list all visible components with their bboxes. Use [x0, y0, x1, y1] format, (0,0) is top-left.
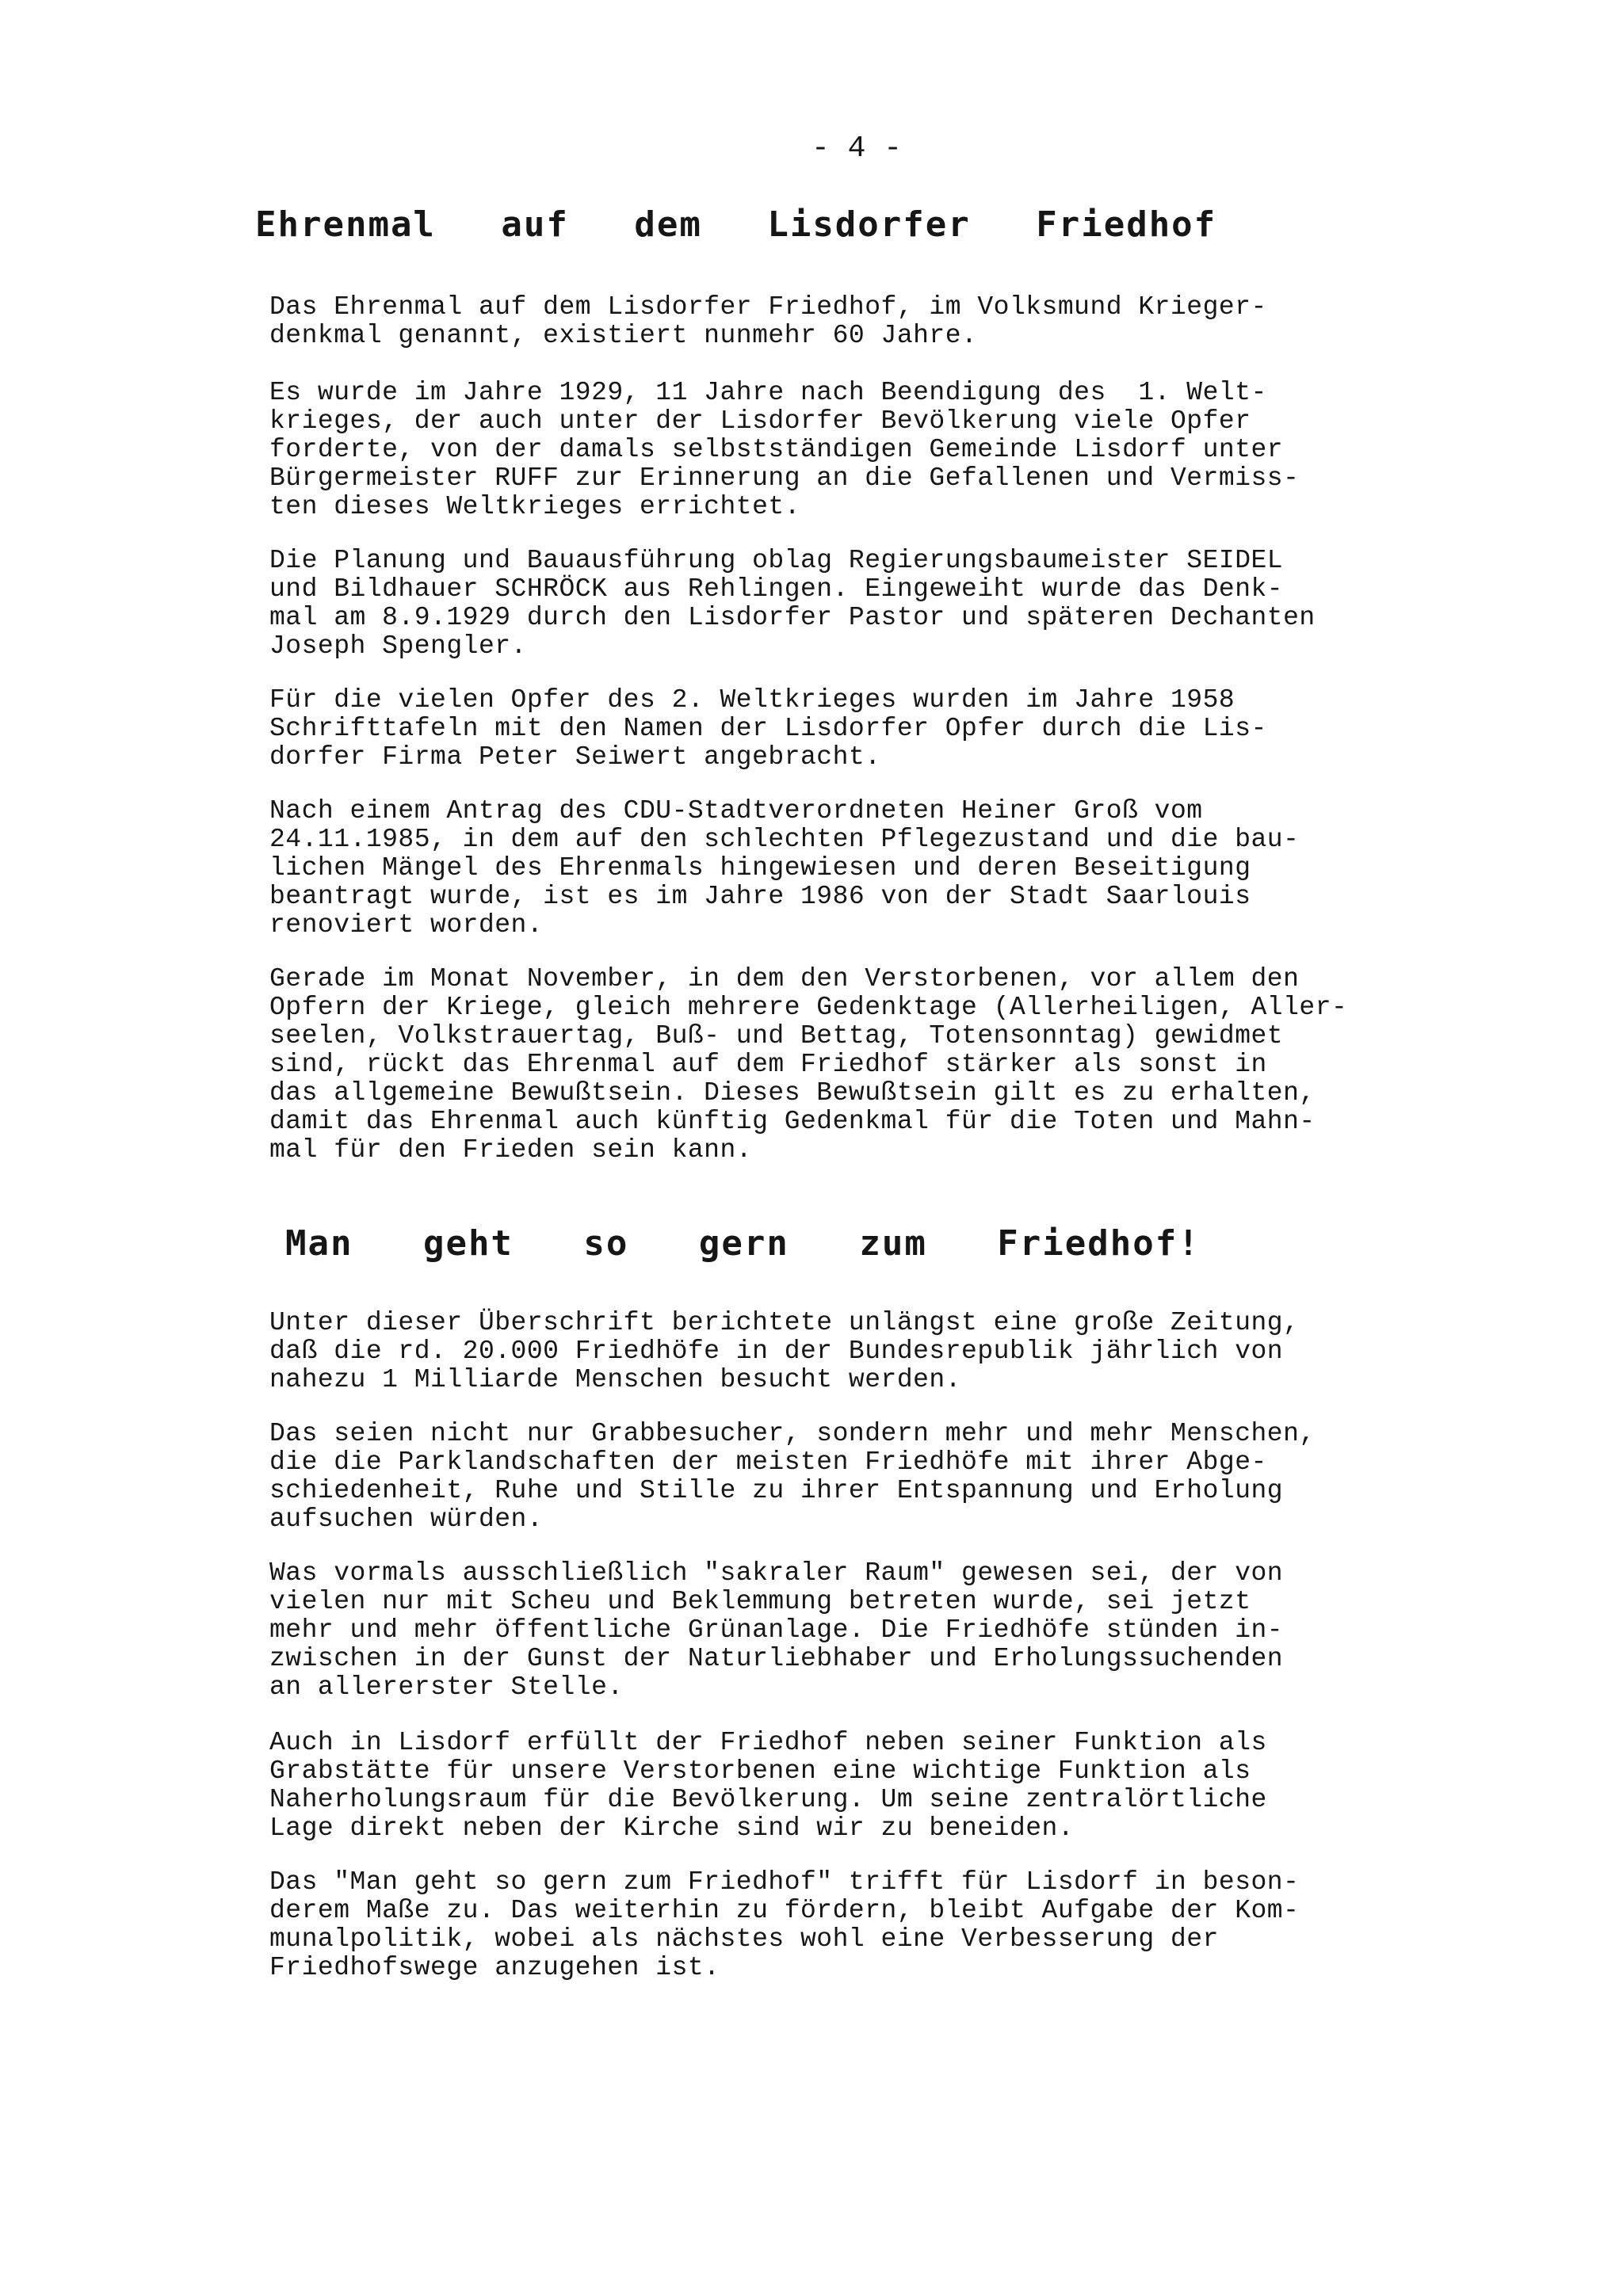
- text-line: krieges, der auch unter der Lisdorfer Bevölkerung viele Opfer: [269, 406, 1251, 436]
- text-line: Das "Man geht so gern zum Friedhof" trifft für Lisdorf in beson-: [269, 1867, 1300, 1897]
- text-line: 24.11.1985, in dem auf den schlechten Pflegezustand und die bau-: [269, 825, 1300, 854]
- text-line: Schrifttafeln mit den Namen der Lisdorfer Opfer durch die Lis-: [269, 714, 1267, 743]
- text-line: Das seien nicht nur Grabbesucher, sondern mehr und mehr Menschen,: [269, 1419, 1316, 1448]
- text-line: Was vormals ausschließlich "sakraler Raum" gewesen sei, der von: [269, 1558, 1284, 1588]
- text-line: mal am 8.9.1929 durch den Lisdorfer Pastor und späteren Dechanten: [269, 603, 1316, 632]
- text-line: nahezu 1 Milliarde Menschen besucht werden.: [269, 1365, 962, 1394]
- text-line: Opfern der Kriege, gleich mehrere Gedenktage (Allerheiligen, Aller-: [269, 993, 1348, 1022]
- text-line: beantragt wurde, ist es im Jahre 1986 von der Stadt Saarlouis: [269, 882, 1251, 911]
- text-line: an allererster Stelle.: [269, 1672, 624, 1702]
- text-line: vielen nur mit Scheu und Beklemmung betreten wurde, sei jetzt: [269, 1587, 1251, 1616]
- text-line: Grabstätte für unsere Verstorbenen eine wichtige Funktion als: [269, 1756, 1251, 1786]
- text-line: Joseph Spengler.: [269, 631, 527, 661]
- text-line: seelen, Volkstrauertag, Buß- und Bettag, Totensonntag) gewidmet: [269, 1021, 1284, 1051]
- text-line: das allgemeine Bewußtsein. Dieses Bewußtsein gilt es zu erhalten,: [269, 1078, 1316, 1108]
- text-line: Friedhofswege anzugehen ist.: [269, 1953, 720, 1982]
- text-line: damit das Ehrenmal auch künftig Gedenkmal für die Toten und Mahn-: [269, 1107, 1316, 1136]
- paragraph: [269, 1729, 1395, 1843]
- paragraph: [269, 1309, 1395, 1394]
- text-line: und Bildhauer SCHRÖCK aus Rehlingen. Eingeweiht wurde das Denk-: [269, 574, 1284, 604]
- text-line: mehr und mehr öffentliche Grünanlage. Die Friedhöfe stünden in-: [269, 1615, 1284, 1645]
- paragraph: [269, 547, 1395, 661]
- paragraph: [269, 965, 1395, 1165]
- text-line: Gerade im Monat November, in dem den Verstorbenen, vor allem den: [269, 964, 1300, 994]
- paragraph: [269, 379, 1395, 521]
- text-line: derem Maße zu. Das weiterhin zu fördern, bleibt Aufgabe der Kom-: [269, 1896, 1300, 1925]
- paragraph: [269, 1559, 1395, 1702]
- text-line: die die Parklandschaften der meisten Friedhöfe mit ihrer Abge-: [269, 1447, 1267, 1477]
- text-line: Naherholungsraum für die Bevölkerung. Um seine zentralörtliche: [269, 1785, 1267, 1814]
- page-number: - 4 -: [812, 132, 903, 166]
- paragraph: [269, 1868, 1395, 1982]
- text-line: Nach einem Antrag des CDU-Stadtverordneten Heiner Groß vom: [269, 796, 1203, 826]
- section-heading-ehrenmal: Ehrenmal auf dem Lisdorfer Friedhof: [255, 204, 1217, 245]
- section-heading-friedhof: Man geht so gern zum Friedhof!: [285, 1223, 1201, 1264]
- text-line: daß die rd. 20.000 Friedhöfe in der Bundesrepublik jährlich von: [269, 1337, 1284, 1366]
- text-line: aufsuchen würden.: [269, 1505, 544, 1534]
- paragraph: [269, 797, 1395, 940]
- text-line: mal für den Frieden sein kann.: [269, 1135, 753, 1165]
- text-line: Es wurde im Jahre 1929, 11 Jahre nach Beendigung des 1. Welt-: [269, 378, 1267, 407]
- paragraph: [269, 293, 1395, 350]
- text-line: Unter dieser Überschrift berichtete unlängst eine große Zeitung,: [269, 1308, 1300, 1337]
- text-line: renoviert worden.: [269, 910, 544, 940]
- text-line: ten dieses Weltkrieges errichtet.: [269, 492, 801, 521]
- text-line: Bürgermeister RUFF zur Erinnerung an die Gefallenen und Vermiss-: [269, 463, 1300, 493]
- text-line: Die Planung und Bauausführung oblag Regierungsbaumeister SEIDEL: [269, 546, 1284, 575]
- text-line: Auch in Lisdorf erfüllt der Friedhof neben seiner Funktion als: [269, 1728, 1267, 1757]
- text-line: munalpolitik, wobei als nächstes wohl eine Verbesserung der: [269, 1924, 1219, 1954]
- text-line: Das Ehrenmal auf dem Lisdorfer Friedhof, im Volksmund Krieger-: [269, 292, 1267, 322]
- text-line: dorfer Firma Peter Seiwert angebracht.: [269, 742, 881, 772]
- text-line: denkmal genannt, existiert nunmehr 60 Jahre.: [269, 321, 978, 350]
- text-line: lichen Mängel des Ehrenmals hingewiesen und deren Beseitigung: [269, 853, 1251, 883]
- text-line: schiedenheit, Ruhe und Stille zu ihrer Entspannung und Erholung: [269, 1476, 1284, 1505]
- text-line: forderte, von der damals selbstständigen Gemeinde Lisdorf unter: [269, 435, 1284, 464]
- text-line: sind, rückt das Ehrenmal auf dem Friedhof stärker als sonst in: [269, 1050, 1267, 1079]
- text-line: Lage direkt neben der Kirche sind wir zu beneiden.: [269, 1814, 1075, 1843]
- paragraph: [269, 1420, 1395, 1534]
- text-line: zwischen in der Gunst der Naturliebhaber und Erholungssuchenden: [269, 1644, 1284, 1673]
- paragraph: [269, 686, 1395, 772]
- text-line: Für die vielen Opfer des 2. Weltkrieges wurden im Jahre 1958: [269, 685, 1235, 715]
